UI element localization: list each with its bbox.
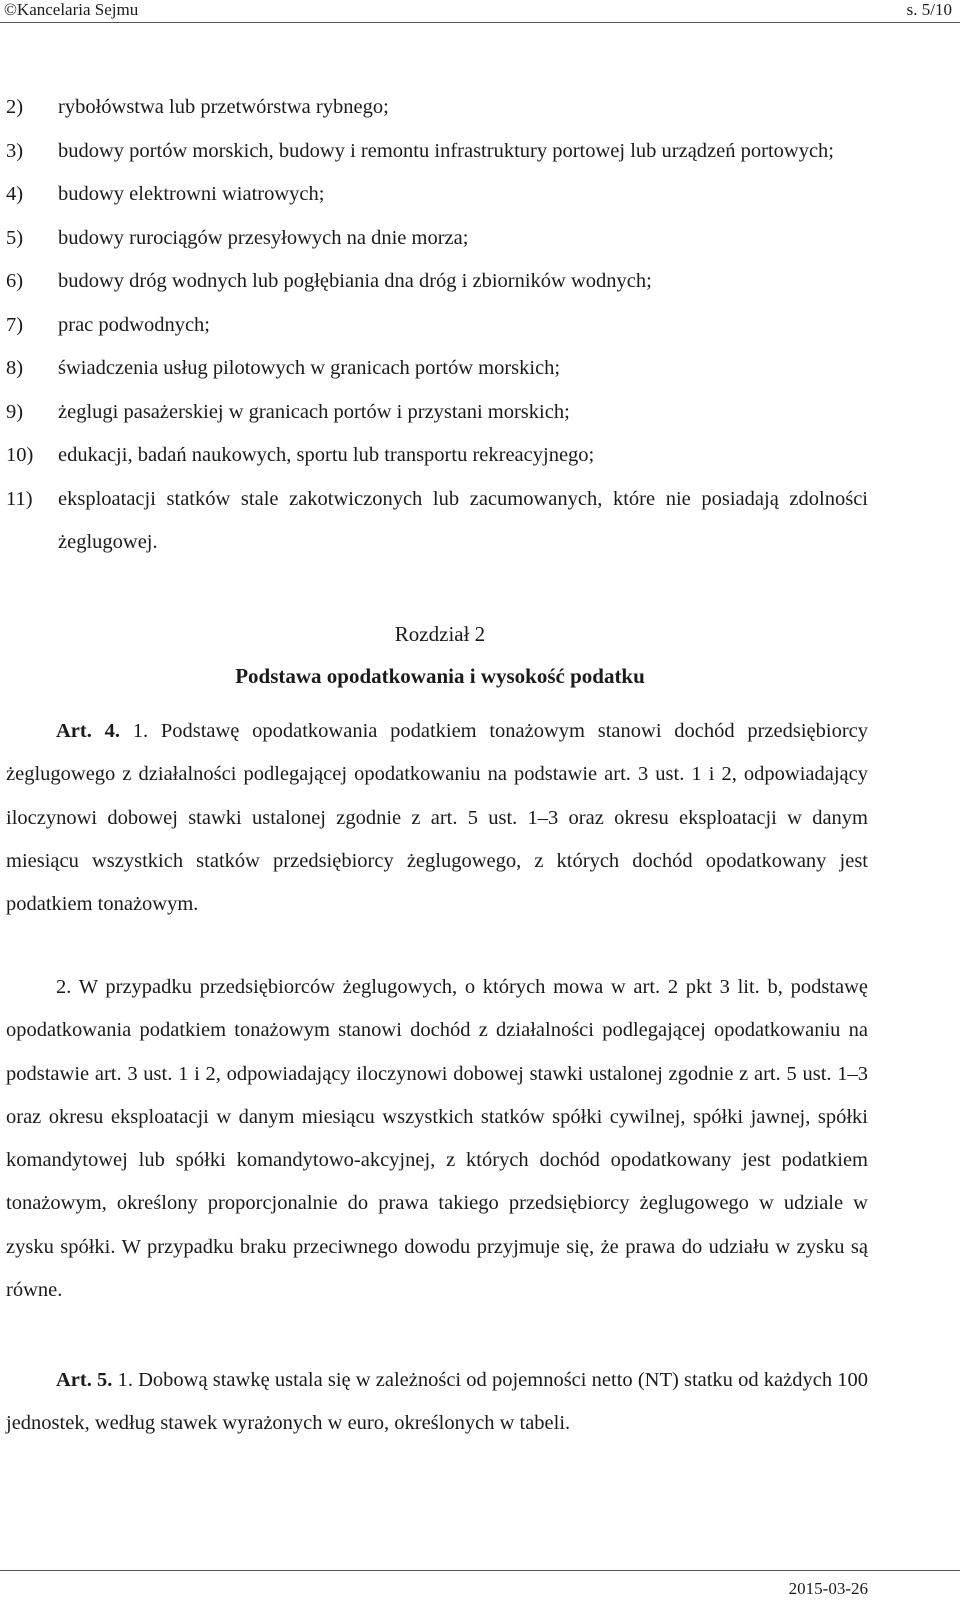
article-4-paragraph-2	[6, 966, 868, 1312]
list-item-text: budowy elektrowni wiatrowych;	[58, 183, 325, 205]
publisher-label: ©Kancelaria Sejmu	[4, 0, 139, 19]
list-item-number: 3)	[6, 139, 24, 162]
list-item-text: prac podwodnych;	[58, 313, 210, 336]
list-item-text: żeglugi pasażerskiej w granicach portów i przystani morskich;	[58, 400, 570, 423]
list-item-number: 5)	[6, 226, 24, 249]
article-4-label: Art. 4.	[56, 720, 120, 742]
list-item-number: 7)	[6, 313, 24, 336]
list-item	[6, 478, 868, 565]
list-item-number: 2)	[6, 96, 24, 118]
list-item-text: budowy dróg wodnych lub pogłębiania dna dróg i zbiorników wodnych;	[58, 270, 652, 292]
list-item	[6, 434, 868, 478]
article-4-paragraph-1	[6, 710, 868, 926]
list-item	[6, 260, 868, 304]
list-item	[6, 304, 868, 348]
paragraph-number: 1.	[117, 1369, 133, 1391]
list-item	[6, 130, 868, 174]
paragraph-number: 1.	[132, 720, 149, 742]
list-item-text: budowy rurociągów przesyłowych na dnie morza;	[58, 226, 469, 249]
page-number: s. 5/10	[906, 0, 952, 19]
enumerated-list	[6, 86, 868, 565]
list-item	[6, 391, 868, 435]
list-item	[6, 347, 868, 391]
list-item	[6, 217, 868, 261]
list-item	[6, 86, 868, 130]
page-footer	[0, 1570, 960, 1605]
list-item	[6, 173, 868, 217]
list-item-text: rybołówstwa lub przetwórstwa rybnego;	[58, 96, 389, 118]
list-item-number: 9)	[6, 400, 24, 423]
list-item-number: 6)	[6, 270, 24, 292]
list-item-number: 4)	[6, 183, 24, 205]
list-item-text: eksploatacji statków stale zakotwiczonych lub zacumowanych, które nie posiadają zdolności żeglugowej.	[58, 487, 868, 553]
article-5-label: Art. 5.	[56, 1369, 113, 1391]
list-item-text: edukacji, badań naukowych, sportu lub transportu rekreacyjnego;	[58, 444, 595, 466]
chapter-title: Podstawa opodatkowania i wysokość podatku	[235, 664, 645, 688]
page-header	[0, 0, 960, 23]
paragraph-text: 2. W przypadku przedsiębiorców żeglugowych, o których mowa w art. 2 pkt 3 lit. b, podstawę opodatkowania podatkiem tonażowym stanowi dochód z działalności podlegającej opodatkowaniu na podstawie art. 3 ust. 1 i 2, odpowiadający iloczynowi dobowej stawki ustalonej zgodnie z art. 5 ust. 1–3 oraz okresu eksploatacji w danym miesiącu wszystkich statków spółki cywilnej, spółki jawnej, spółki komandytowej lub spółki komandytowo-akcyjnej, z których dochód opodatkowany jest podatkiem tonażowym, określony proporcjonalnie do prawa takiego przedsiębiorcy żeglugowego w udziale w zysku spółki. W przypadku braku przeciwnego dowodu przyjmuje się, że prawa do udziału w zysku są równe.	[6, 976, 868, 1302]
article-5-paragraph-1	[6, 1359, 868, 1446]
list-item-text: świadczenia usług pilotowych w granicach portów morskich;	[58, 357, 561, 379]
list-item-text: budowy portów morskich, budowy i remontu infrastruktury portowej lub urządzeń portowych;	[58, 139, 834, 162]
chapter-label: Rozdział 2	[394, 622, 486, 646]
document-date: 2015-03-26	[788, 1579, 868, 1598]
list-item-number: 8)	[6, 357, 24, 379]
list-item-number: 10)	[6, 444, 34, 466]
list-item-number: 11)	[6, 487, 33, 510]
paragraph-text: Dobową stawkę ustala się w zależności od pojemności netto (NT) statku od każdych 100 jednostek, według stawek wyrażonych w euro, określonych w tabeli.	[6, 1369, 868, 1435]
paragraph-text: Podstawę opodatkowania podatkiem tonażowym stanowi dochód przedsiębiorcy żeglugowego z działalności podlegającej opodatkowaniu na podstawie art. 3 ust. 1 i 2, odpowiadający iloczynowi dobowej stawki ustalonej zgodnie z art. 5 ust. 1–3 oraz okresu eksploatacji w danym miesiącu wszystkich statków przedsiębiorcy żeglugowego, z których dochód opodatkowany jest podatkiem tonażowym.	[6, 720, 868, 916]
